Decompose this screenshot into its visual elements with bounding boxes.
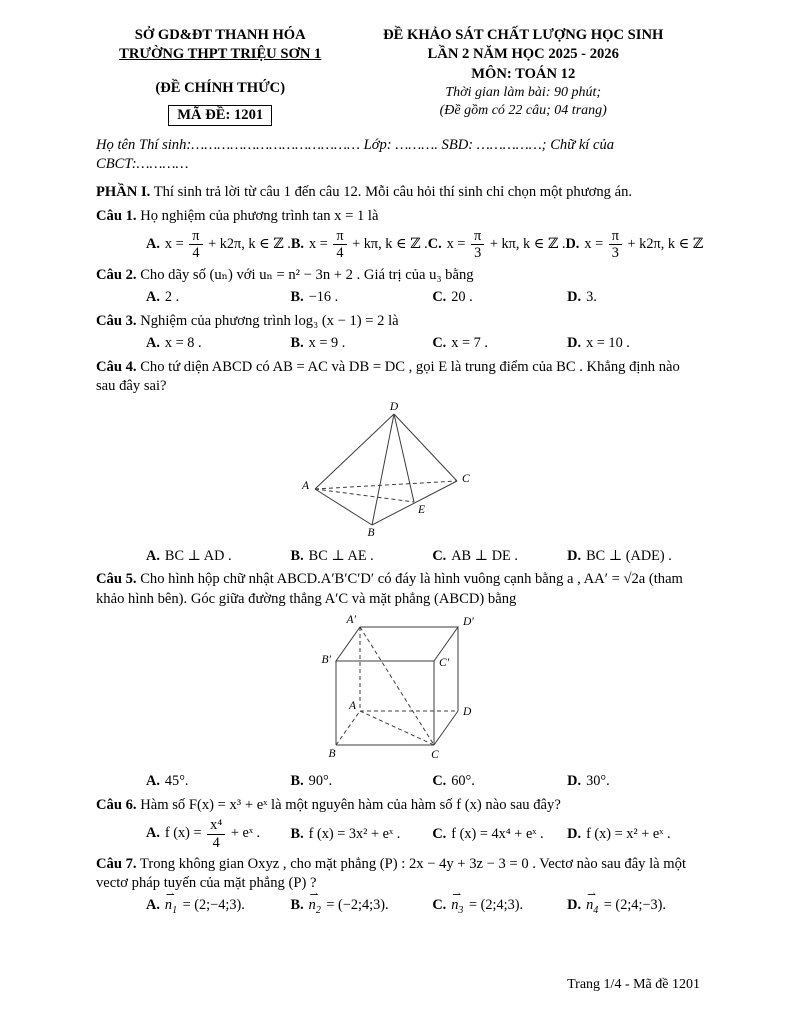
question-4-text: Câu 4. Cho tứ diện ABCD có AB = AC và DB = DC , gọi E là trung điểm của BC . Khẳng định nào sau đây sai? xyxy=(96,358,680,395)
exam-round: LẦN 2 NĂM HỌC 2025 - 2026 xyxy=(427,46,619,63)
question-5-text: Câu 5. Cho hình hộp chữ nhật ABCD.A′B′C′D′ có đáy là hình vuông cạnh bằng a , AA′ = √2a (tham khảo hình bên). Góc giữa đường thẳng A′C và mặt phẳng (ABCD) bằng xyxy=(96,571,683,607)
exam-header xyxy=(96,26,702,126)
exam-duration: Thời gian làm bài: 90 phút; xyxy=(445,84,602,100)
official-exam-label: (ĐỀ CHÍNH THỨC) xyxy=(155,79,286,96)
answer-option: B. 90°. xyxy=(290,773,333,790)
vertex-label-A-prime: A′ xyxy=(346,613,356,626)
vertex-label-C: C xyxy=(431,748,439,761)
vertex-label-C-prime: C′ xyxy=(439,656,450,669)
answer-option: A. BC ⊥ AD . xyxy=(146,547,232,564)
rectangular-box-figure xyxy=(304,613,494,763)
question-6 xyxy=(96,796,702,850)
question-2-text: Câu 2. Cho dãy số (uₙ) với uₙ = n² − 3n + 2 . Giá trị của u₃ bằng xyxy=(96,266,474,283)
answer-option: B. x = 9 . xyxy=(290,334,346,351)
question-6-text: Câu 6. Hàm số F(x) = x³ + eˣ là một nguyên hàm của hàm số f (x) nào sau đây? xyxy=(96,797,561,814)
question-5-figure xyxy=(96,613,702,769)
question-5-answers xyxy=(96,772,702,791)
answer-option: B. BC ⊥ AE . xyxy=(290,547,374,564)
exam-code-row xyxy=(96,98,344,126)
answer-option: C. AB ⊥ DE . xyxy=(432,547,518,564)
question-1-answers xyxy=(96,229,702,261)
answer-option: B. f (x) = 3x² + eˣ . xyxy=(290,825,401,842)
vertex-label-A: A xyxy=(301,480,309,493)
answer-option: C. 20 . xyxy=(432,288,473,305)
answer-option: C. x = $\frac{\pi}{3}$ + kπ, k ∈ ℤ . xyxy=(427,228,566,262)
answer-option: D. f (x) = x² + eˣ . xyxy=(567,825,671,842)
question-7-text: Câu 7. Trong không gian Oxyz , cho mặt phẳng (P) : 2x − 4y + 3z − 3 = 0 . Vectơ nào sau đây là một vectơ pháp tuyến của mặt phẳng (P) ? xyxy=(96,855,687,892)
question-6-label: Câu 6. xyxy=(96,797,137,814)
answer-option: D. x = 10 . xyxy=(567,334,630,351)
question-1-text: Câu 1. Họ nghiệm của phương trình tan x = 1 là xyxy=(96,207,379,224)
fraction: $\frac{\pi}{3}$ xyxy=(471,229,484,261)
answer-option: A. x = 8 . xyxy=(146,334,202,351)
vertex-label-D-prime: D′ xyxy=(463,615,474,628)
question-2-label: Câu 2. xyxy=(96,266,137,283)
answer-option: B. x = $\frac{\pi}{4}$ + kπ, k ∈ ℤ . xyxy=(290,228,428,262)
question-3 xyxy=(96,312,702,353)
question-7 xyxy=(96,855,702,918)
answer-option: D. BC ⊥ (ADE) . xyxy=(567,547,672,564)
fraction: $\frac{\pi}{4}$ xyxy=(189,229,202,261)
part1-description: Thí sinh trả lời từ câu 1 đến câu 12. Mỗi câu hỏi thí sinh chỉ chọn một phương án. xyxy=(150,183,633,200)
header-right-block xyxy=(344,26,702,126)
vertex-label-B: B xyxy=(328,747,336,760)
student-info-line: Họ tên Thí sinh:………………………………… Lớp: ………. SBD: ……………; Chữ kí của CBCT:………… xyxy=(96,137,615,173)
part1-label: PHẦN I. xyxy=(96,183,151,200)
answer-option: C. x = 7 . xyxy=(432,334,488,351)
question-2 xyxy=(96,266,702,307)
answer-option: A. f (x) = $\frac{\text{x⁴}}{4}$ + eˣ . xyxy=(146,817,261,851)
vertex-label-D: D xyxy=(389,401,399,414)
question-3-answers xyxy=(96,334,702,353)
vector-symbol: ⇀ $n_3$ xyxy=(451,896,463,917)
vertex-label-D: D xyxy=(463,705,472,718)
question-4-figure xyxy=(96,400,702,543)
tetrahedron-figure xyxy=(299,400,499,537)
vertex-label-B: B xyxy=(367,527,375,538)
fraction: $\frac{\text{x⁴}}{4}$ xyxy=(207,818,225,850)
vector-symbol: ⇀ $n_2$ xyxy=(309,896,321,917)
answer-option: D. 3. xyxy=(567,288,597,305)
fraction: $\frac{\pi}{4}$ xyxy=(333,229,346,261)
question-5 xyxy=(96,570,702,791)
answer-option: A. 2 . xyxy=(146,288,180,305)
answer-option: D. 30°. xyxy=(567,773,610,790)
vector-symbol: ⇀ $n_4$ xyxy=(586,896,598,917)
answer-option: A. ⇀ $n_1$ = (2;−4;3). xyxy=(146,896,291,917)
school-name: TRƯỜNG THPT TRIỆU SƠN 1 xyxy=(119,46,322,63)
question-3-label: Câu 3. xyxy=(96,312,137,329)
question-6-answers xyxy=(96,818,702,850)
header-left-block xyxy=(96,26,344,126)
answer-option: C. f (x) = 4x⁴ + eˣ . xyxy=(432,825,544,842)
fraction: $\frac{\pi}{3}$ xyxy=(609,229,622,261)
answer-option: D. x = $\frac{\pi}{3}$ + k2π, k ∈ ℤ xyxy=(565,228,704,262)
department-name: SỞ GD&ĐT THANH HÓA xyxy=(134,27,306,43)
exam-title: ĐỀ KHẢO SÁT CHẤT LƯỢNG HỌC SINH xyxy=(383,27,664,43)
exam-subject: MÔN: TOÁN 12 xyxy=(471,65,576,82)
part1-heading xyxy=(96,183,702,202)
vertex-label-E: E xyxy=(418,504,426,517)
question-2-answers xyxy=(96,288,702,307)
vertex-label-B-prime: B′ xyxy=(321,653,331,666)
question-7-label: Câu 7. xyxy=(96,855,137,872)
vector-symbol: ⇀ $n_1$ xyxy=(165,896,177,917)
answer-option: C. 60°. xyxy=(432,773,475,790)
answer-option: A. x = $\frac{\pi}{4}$ + k2π, k ∈ ℤ . xyxy=(146,228,291,262)
question-4-answers xyxy=(96,547,702,566)
exam-code-box: MÃ ĐỀ: 1201 xyxy=(168,105,272,126)
question-1-label: Câu 1. xyxy=(96,207,137,224)
question-7-answers xyxy=(96,896,702,917)
answer-option: C. ⇀ $n_3$ = (2;4;3). xyxy=(432,896,567,917)
question-4 xyxy=(96,358,702,566)
answer-option: A. 45°. xyxy=(146,773,189,790)
vertex-label-A: A xyxy=(348,699,356,712)
question-4-label: Câu 4. xyxy=(96,358,137,375)
answer-option: D. ⇀ $n_4$ = (2;4;−3). xyxy=(567,896,702,917)
question-3-text: Câu 3. Nghiệm của phương trình log₃ (x − 1) = 2 là xyxy=(96,312,399,329)
question-1 xyxy=(96,207,702,261)
page-footer: Trang 1/4 - Mã đề 1201 xyxy=(567,976,700,992)
answer-option: B. ⇀ $n_2$ = (−2;4;3). xyxy=(291,896,433,917)
vertex-label-C: C xyxy=(462,473,470,486)
exam-pages-note: (Đề gồm có 22 câu; 04 trang) xyxy=(439,102,607,118)
question-5-label: Câu 5. xyxy=(96,571,137,588)
answer-option: B. −16 . xyxy=(290,288,339,305)
